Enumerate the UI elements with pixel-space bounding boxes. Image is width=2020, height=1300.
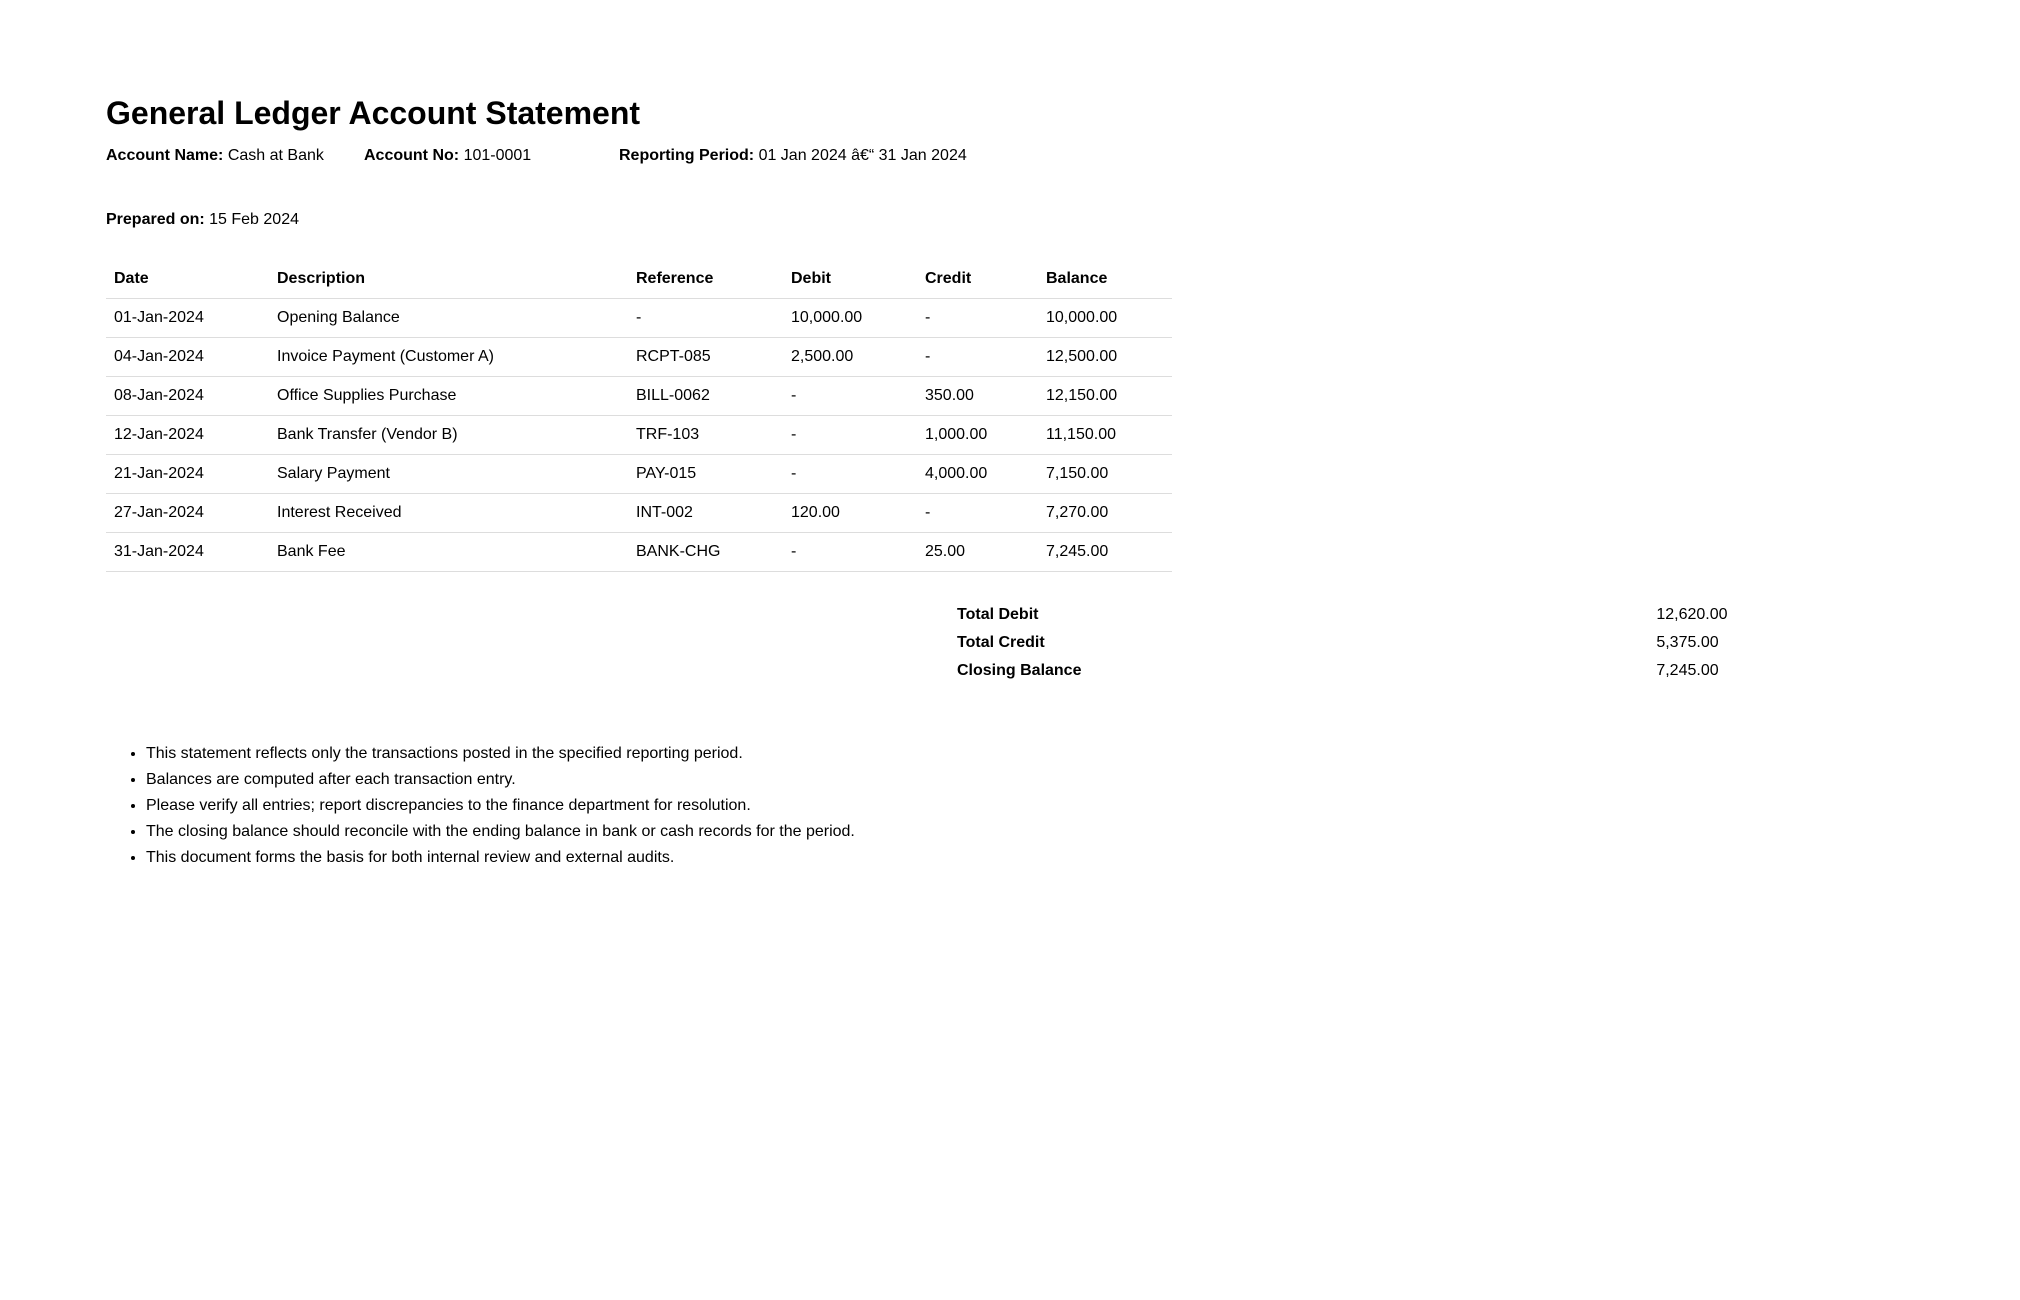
- reference-cell: PAY-015: [628, 455, 783, 494]
- debit-cell: 2,500.00: [783, 338, 917, 377]
- date-cell: 12-Jan-2024: [106, 416, 269, 455]
- description-cell: Bank Transfer (Vendor B): [269, 416, 628, 455]
- date-cell: 27-Jan-2024: [106, 494, 269, 533]
- list-item: • Please verify all entries; report discrepancies to the finance department for resolution.: [146, 793, 855, 819]
- description-cell: Bank Fee: [269, 533, 628, 572]
- credit-cell: 25.00: [917, 533, 1038, 572]
- credit-cell: -: [917, 299, 1038, 338]
- reporting-period-value: 01 Jan 2024 â€“ 31 Jan 2024: [758, 147, 967, 164]
- credit-cell: 1,000.00: [917, 416, 1038, 455]
- debit-cell: -: [783, 377, 917, 416]
- date-cell: 31-Jan-2024: [106, 533, 269, 572]
- ledger-table: [106, 259, 1172, 572]
- list-item: • This document forms the basis for both internal review and external audits.: [146, 845, 855, 871]
- account-name-field: [106, 146, 324, 166]
- total-debit-value: 12,620.00: [1656, 606, 1728, 623]
- credit-cell: 350.00: [917, 377, 1038, 416]
- debit-cell: -: [783, 533, 917, 572]
- notes-list: [106, 741, 855, 871]
- list-item: • The closing balance should reconcile with the ending balance in bank or cash records for the period.: [146, 819, 855, 845]
- description-cell: Interest Received: [269, 494, 628, 533]
- description-cell: Invoice Payment (Customer A): [269, 338, 628, 377]
- total-credit-value: 5,375.00: [1656, 634, 1719, 651]
- reference-cell: BILL-0062: [628, 377, 783, 416]
- date-cell: 21-Jan-2024: [106, 455, 269, 494]
- reference-cell: -: [628, 299, 783, 338]
- balance-cell: 7,245.00: [1038, 533, 1172, 572]
- total-credit-label: Total Credit: [957, 634, 1045, 651]
- debit-cell: 10,000.00: [783, 299, 917, 338]
- column-header-description: Description: [269, 259, 628, 299]
- reporting-period-field: [619, 146, 967, 166]
- total-debit-label: Total Debit: [957, 606, 1039, 623]
- totals-summary: [954, 601, 2020, 685]
- closing-balance-value: 7,245.00: [1656, 662, 1719, 679]
- column-header-balance: Balance: [1038, 259, 1172, 299]
- credit-cell: 4,000.00: [917, 455, 1038, 494]
- page-title: General Ledger Account Statement: [106, 95, 641, 131]
- account-no-label: Account No:: [364, 147, 460, 164]
- table-row: [106, 533, 1172, 572]
- account-no-field: [364, 146, 531, 166]
- column-header-credit: Credit: [917, 259, 1038, 299]
- account-name-value: Cash at Bank: [227, 147, 324, 164]
- column-header-reference: Reference: [628, 259, 783, 299]
- table-row: [106, 338, 1172, 377]
- balance-cell: 12,150.00: [1038, 377, 1172, 416]
- closing-balance-label: Closing Balance: [957, 662, 1082, 679]
- column-header-date: Date: [106, 259, 269, 299]
- balance-cell: 7,270.00: [1038, 494, 1172, 533]
- description-cell: Opening Balance: [269, 299, 628, 338]
- table-row: [106, 494, 1172, 533]
- date-cell: 01-Jan-2024: [106, 299, 269, 338]
- credit-cell: -: [917, 494, 1038, 533]
- date-cell: 04-Jan-2024: [106, 338, 269, 377]
- description-cell: Office Supplies Purchase: [269, 377, 628, 416]
- reference-cell: BANK-CHG: [628, 533, 783, 572]
- prepared-on-label: Prepared on:: [106, 211, 205, 228]
- total-debit-row: [954, 601, 2020, 629]
- list-item: • This statement reflects only the transactions posted in the specified reporting period.: [146, 741, 855, 767]
- account-name-label: Account Name:: [106, 147, 224, 164]
- prepared-on-value: 15 Feb 2024: [209, 211, 299, 228]
- closing-balance-row: [954, 657, 2020, 685]
- column-header-debit: Debit: [783, 259, 917, 299]
- reporting-period-label: Reporting Period:: [619, 147, 755, 164]
- list-item: • Balances are computed after each transaction entry.: [146, 767, 855, 793]
- prepared-on-field: [106, 210, 299, 230]
- table-row: [106, 416, 1172, 455]
- reference-cell: RCPT-085: [628, 338, 783, 377]
- table-row: [106, 455, 1172, 494]
- reference-cell: TRF-103: [628, 416, 783, 455]
- balance-cell: 12,500.00: [1038, 338, 1172, 377]
- table-row: [106, 299, 1172, 338]
- credit-cell: -: [917, 338, 1038, 377]
- balance-cell: 7,150.00: [1038, 455, 1172, 494]
- balance-cell: 10,000.00: [1038, 299, 1172, 338]
- date-cell: 08-Jan-2024: [106, 377, 269, 416]
- balance-cell: 11,150.00: [1038, 416, 1172, 455]
- debit-cell: 120.00: [783, 494, 917, 533]
- ledger-header-row: [106, 259, 1172, 299]
- total-credit-row: [954, 629, 2020, 657]
- debit-cell: -: [783, 455, 917, 494]
- reference-cell: INT-002: [628, 494, 783, 533]
- debit-cell: -: [783, 416, 917, 455]
- account-no-value: 101-0001: [463, 147, 532, 164]
- table-row: [106, 377, 1172, 416]
- description-cell: Salary Payment: [269, 455, 628, 494]
